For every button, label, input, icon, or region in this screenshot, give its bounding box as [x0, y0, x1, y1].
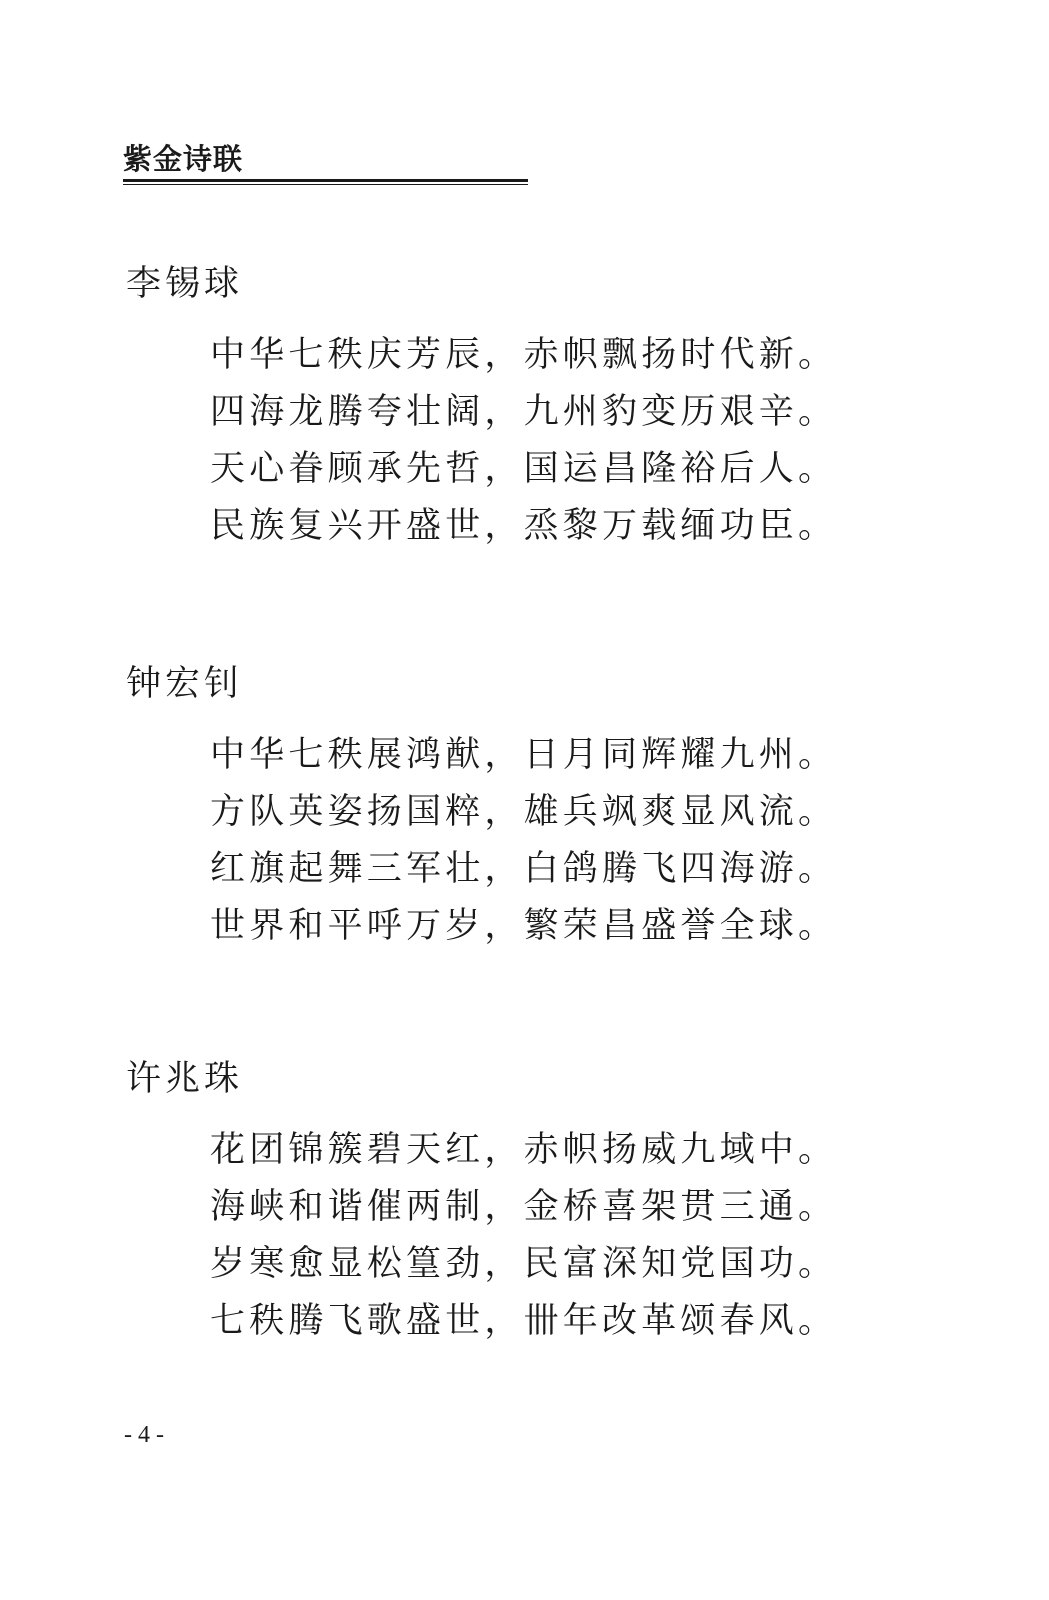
poem-line: 花团锦簇碧天红，赤帜扬威九域中。 [210, 1130, 838, 1170]
poem-line: 天心眷顾承先哲，国运昌隆裕后人。 [210, 449, 838, 489]
page-title: 紫金诗联 [123, 142, 244, 176]
header-rule [123, 179, 528, 182]
poem-line: 四海龙腾夸壮阔，九州豹变历艰辛。 [210, 392, 838, 432]
poem-line: 世界和平呼万岁，繁荣昌盛誉全球。 [210, 906, 838, 946]
poem-lines [210, 327, 837, 555]
page-number: - 4 - [124, 1422, 164, 1448]
header-rule-thin [123, 184, 528, 185]
page-header [123, 140, 528, 185]
poem-line: 岁寒愈显松篁劲，民富深知党国功。 [210, 1244, 838, 1284]
poem-author: 钟宏钊 [126, 664, 244, 704]
poem-line: 七秩腾飞歌盛世，卌年改革颂春风。 [210, 1301, 838, 1341]
poem-author: 李锡球 [126, 264, 244, 304]
poem-lines [210, 1122, 837, 1350]
poem-line: 红旗起舞三军壮，白鸽腾飞四海游。 [210, 849, 838, 889]
poem-line: 方队英姿扬国粹，雄兵飒爽显风流。 [210, 792, 838, 832]
poem-author: 许兆珠 [126, 1059, 244, 1099]
poem-line: 中华七秩庆芳辰，赤帜飘扬时代新。 [210, 335, 838, 375]
poem-line: 民族复兴开盛世，烝黎万载缅功臣。 [210, 506, 838, 546]
poem-lines [210, 727, 837, 955]
poem-line: 中华七秩展鸿猷，日月同辉耀九州。 [210, 735, 838, 775]
poem-line: 海峡和谐催两制，金桥喜架贯三通。 [210, 1187, 838, 1227]
